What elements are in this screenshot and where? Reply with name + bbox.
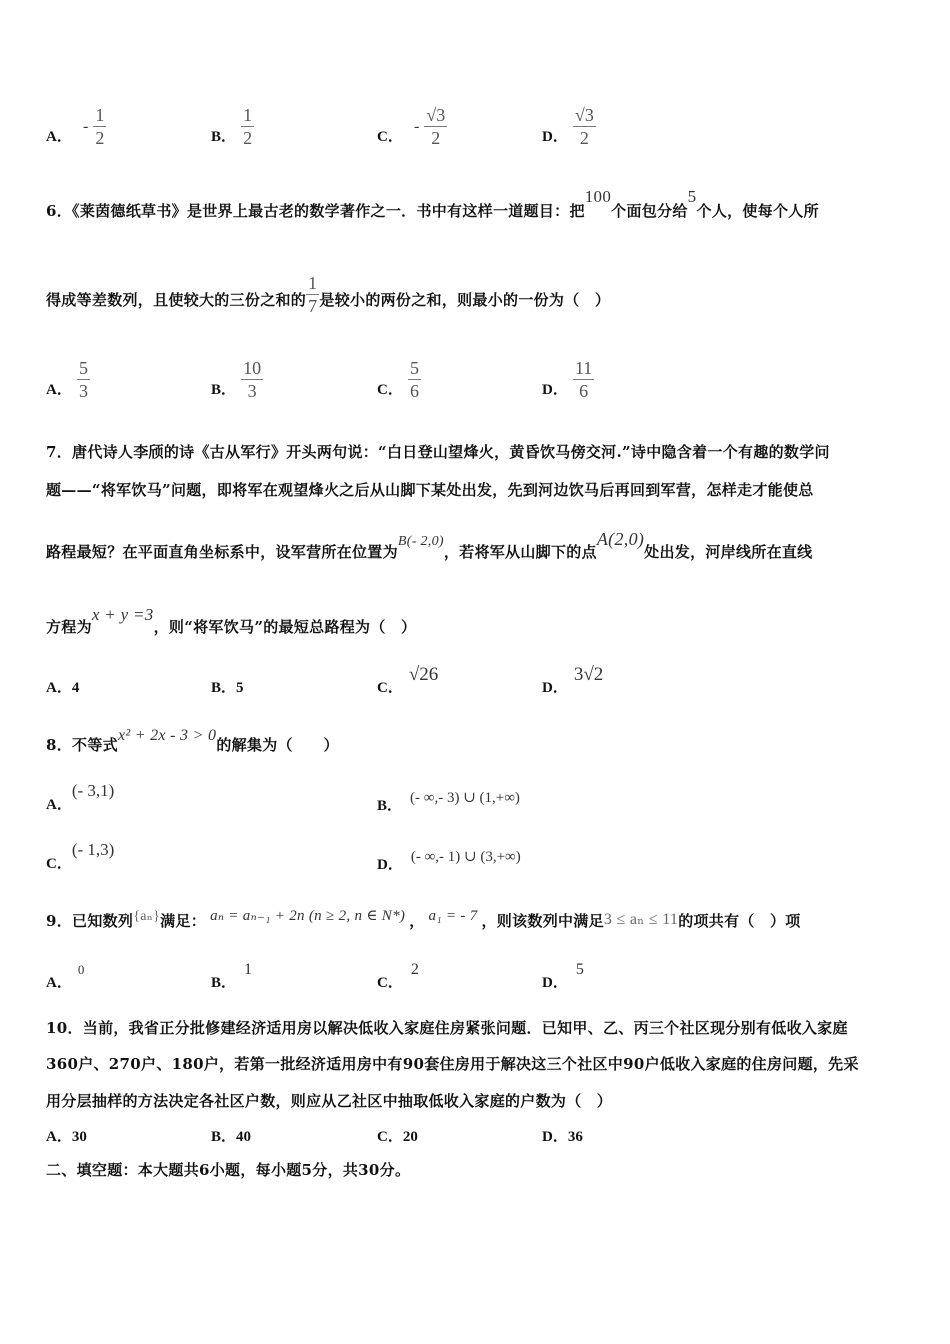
fraction: $\frac{√3}{2}$	[426, 105, 446, 148]
q10-option-c[interactable]	[377, 1125, 418, 1146]
q8-option-d[interactable]	[377, 845, 521, 873]
q8-option-a[interactable]	[46, 780, 115, 813]
q9-option-b[interactable]	[211, 958, 253, 991]
q6-option-b[interactable]	[211, 357, 263, 402]
option-value: 40	[236, 1129, 252, 1145]
q9-option-d[interactable]	[542, 958, 584, 991]
q5-option-a[interactable]	[46, 104, 106, 149]
q9-option-a[interactable]	[46, 958, 85, 991]
option-value: (- ∞,- 1) ∪ (3,+∞)	[410, 849, 521, 865]
q10-line-3: 用分层抽样的方法决定各社区户数，则应从乙社区中抽取低收入家庭的户数为（ ）	[46, 1092, 613, 1110]
q7-option-d[interactable]	[542, 664, 604, 696]
option-value: 0	[77, 962, 85, 977]
q6-line-2: 得成等差数列，且使较大的三份之和的 $\frac{1}{7}$ 是较小的两份之和，则最小的一份为（ ）	[46, 273, 611, 316]
q6-option-d[interactable]	[542, 357, 594, 402]
math-100: 100	[584, 187, 612, 206]
option-label: B．	[377, 798, 403, 814]
option-value: 20	[402, 1129, 418, 1145]
fraction: $\frac{11}{6}$	[574, 358, 593, 401]
point-a: A(2,0)	[596, 529, 645, 549]
option-value: 5	[575, 961, 584, 978]
fraction: $\frac{1}{2}$	[95, 105, 105, 148]
option-label: A．	[46, 382, 72, 398]
inequality: x² + 2x - 3 > 0	[117, 727, 217, 744]
option-label: C．	[377, 1129, 403, 1145]
option-value: 4	[71, 680, 80, 696]
q10-line-1: 10．当前，我省正分批修建经济适用房以解决低收入家庭住房紧张问题．已知甲、乙、丙三个社区现分别有低收入家庭	[46, 1019, 848, 1037]
q10-option-d[interactable]	[542, 1125, 583, 1146]
q7-option-c[interactable]	[377, 664, 439, 696]
q10-line-2: 360户、270户、180户，若第一批经济适用房中有90套住房用于解决这三个社区中90户低收入家庭的住房问题，先采	[46, 1055, 859, 1073]
option-label: C．	[377, 680, 403, 696]
range-condition: 3 ≤ aₙ ≤ 11	[603, 911, 679, 928]
option-label: A．	[46, 129, 72, 145]
option-value: 5	[236, 680, 244, 696]
q7-line-3: 路程最短？在平面直角坐标系中，设军营所在位置为B(- 2,0)，若将军从山脚下的点A(2,0)处出发，河岸线所在直线	[46, 529, 813, 561]
option-label: B．	[211, 129, 237, 145]
option-label: B．	[211, 382, 237, 398]
option-value: (- 1,3)	[71, 840, 115, 859]
option-label: D．	[542, 129, 568, 145]
option-value: √26	[408, 664, 439, 685]
fraction: $\frac{√3}{2}$	[574, 105, 594, 148]
q5-option-b[interactable]	[211, 104, 254, 149]
initial-term: a₁ = - 7	[428, 908, 478, 924]
option-label: A．	[46, 680, 72, 696]
option-label: B．	[211, 680, 237, 696]
option-label: D．	[542, 975, 568, 991]
line-equation: x + y =3	[91, 605, 154, 624]
q7-option-a[interactable]	[46, 676, 79, 697]
section-2-heading: 二、填空题：本大题共6小题，每小题5分，共30分。	[46, 1161, 411, 1179]
q8-option-b[interactable]	[377, 786, 520, 814]
q6-option-c[interactable]	[377, 357, 421, 402]
option-label: C．	[377, 382, 403, 398]
option-value: 30	[71, 1129, 87, 1145]
option-value: 2	[410, 961, 419, 978]
q8-option-c[interactable]	[46, 839, 115, 872]
fraction: $\frac{5}{3}$	[78, 358, 88, 401]
q6-line-1: 6．《莱茵德纸草书》是世界上最古老的数学著作之一．书中有这样一道题目：把100个面包分给5个人，使每个人所	[46, 187, 819, 220]
point-b: B(- 2,0)	[397, 534, 444, 549]
q7-line-2: 题——“将军饮马”问题，即将军在观望烽火之后从山脚下某处出发，先到河边饮马后再回到军营，怎样走才能使总	[46, 481, 814, 499]
q7-line-4: 方程为x + y =3，则“将军饮马”的最短总路程为（ ）	[46, 605, 417, 636]
q7-line-1: 7．唐代诗人李颀的诗《古从军行》开头两句说：“白日登山望烽火，黄昏饮马傍交河.”诗中隐含着一个有趣的数学问	[46, 443, 830, 461]
option-value: (- ∞,- 3) ∪ (1,+∞)	[410, 790, 520, 806]
recurrence: aₙ = aₙ₋₁ + 2n (n ≥ 2, n ∈ N*)	[210, 908, 406, 924]
option-label: A．	[46, 975, 72, 991]
option-label: D．	[542, 680, 568, 696]
minus-sign: -	[82, 118, 89, 135]
q10-option-b[interactable]	[211, 1125, 251, 1146]
option-value: 1	[244, 961, 253, 978]
option-value: 3√2	[573, 664, 604, 685]
minus-sign: -	[413, 118, 420, 135]
q5-option-d[interactable]	[542, 104, 596, 149]
q8-stem: 8．不等式x² + 2x - 3 > 0的解集为（ ）	[46, 727, 339, 754]
option-label: C．	[46, 856, 72, 872]
sequence: {aₙ}	[133, 909, 161, 924]
option-label: C．	[377, 129, 403, 145]
option-label: B．	[211, 975, 237, 991]
q6-option-a[interactable]	[46, 357, 90, 402]
option-label: A．	[46, 1129, 72, 1145]
fraction: $\frac{10}{3}$	[243, 358, 262, 401]
fraction: $\frac{1}{2}$	[243, 105, 253, 148]
fraction-one-seventh: $\frac{1}{7}$	[308, 273, 318, 316]
option-label: D．	[542, 382, 568, 398]
q9-option-c[interactable]	[377, 958, 419, 991]
math-5: 5	[687, 187, 697, 206]
option-value: (- 3,1)	[71, 781, 115, 800]
option-label: B．	[211, 1129, 237, 1145]
option-label: A．	[46, 797, 72, 813]
q5-option-c[interactable]	[377, 104, 447, 149]
q10-option-a[interactable]	[46, 1125, 87, 1146]
q7-option-b[interactable]	[211, 676, 244, 697]
fraction: $\frac{5}{6}$	[409, 358, 419, 401]
q9-stem: 9．已知数列{aₙ}满足： aₙ = aₙ₋₁ + 2n (n ≥ 2, n ∈ N*) ， a₁ = - 7 ，则该数列中满足3 ≤ aₙ ≤ 11的项共有（ ）项	[46, 908, 801, 930]
option-value: 36	[567, 1129, 583, 1145]
option-label: D．	[542, 1129, 568, 1145]
option-label: D．	[377, 857, 403, 873]
option-label: C．	[377, 975, 403, 991]
